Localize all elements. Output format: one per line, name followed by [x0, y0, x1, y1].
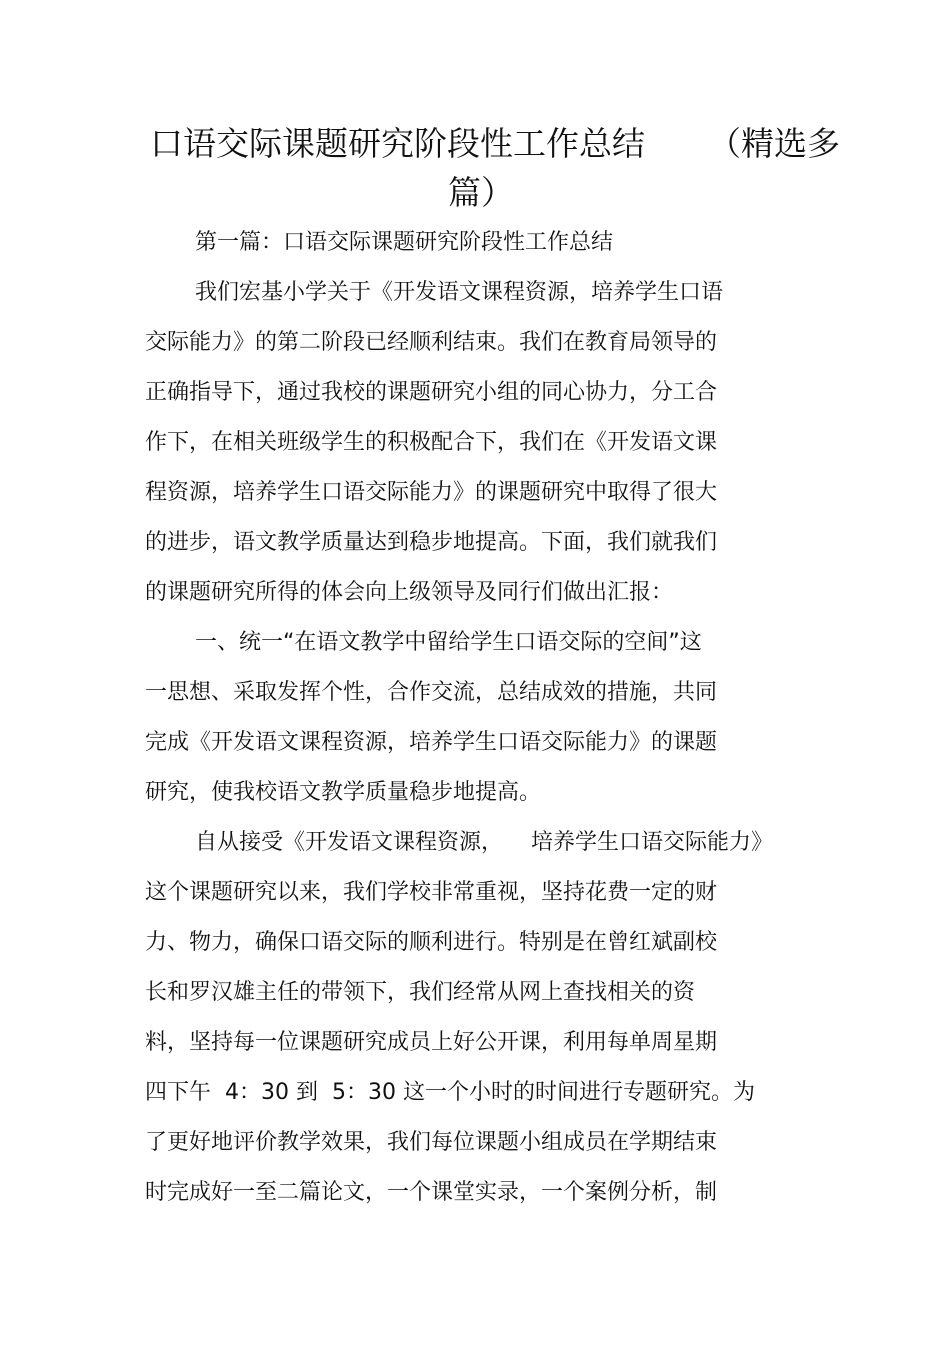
body-line: 力、物力，确保口语交际的顺利进行。特别是在曾红斌副校: [145, 930, 718, 955]
document-title-line-1: 口语交际课题研究阶段性工作总结 （精选多: [150, 124, 840, 163]
body-line: 交际能力》的第二阶段已经顺利结束。我们在教育局领导的: [145, 330, 718, 355]
body-line: 完成《开发语文课程资源，培养学生口语交际能力》的课题: [145, 730, 718, 755]
body-line: 研究，使我校语文教学质量稳步地提高。: [145, 780, 542, 805]
body-line: 这个课题研究以来，我们学校非常重视，坚持花费一定的财: [145, 880, 718, 905]
body-line: 作下，在相关班级学生的积极配合下，我们在《开发语文课: [145, 430, 718, 455]
section-heading: 第一篇：口语交际课题研究阶段性工作总结: [195, 230, 614, 255]
body-line: 四下午 4：30 到 5：30 这一个小时的时间进行专题研究。为: [145, 1080, 755, 1105]
body-line: 自从接受《开发语文课程资源， 培养学生口语交际能力》: [195, 830, 773, 855]
document-title-line-2: 篇）: [448, 173, 514, 212]
body-line: 我们宏基小学关于《开发语文课程资源，培养学生口语: [195, 280, 724, 305]
body-line: 长和罗汉雄主任的带领下，我们经常从网上查找相关的资: [145, 980, 696, 1005]
body-line: 程资源，培养学生口语交际能力》的课题研究中取得了很大: [145, 480, 718, 505]
body-line: 的进步，语文教学质量达到稳步地提高。下面，我们就我们: [145, 530, 718, 555]
body-line: 的课题研究所得的体会向上级领导及同行们做出汇报：: [145, 580, 674, 605]
body-line: 一思想、采取发挥个性，合作交流，总结成效的措施，共同: [145, 680, 718, 705]
body-line: 正确指导下，通过我校的课题研究小组的同心协力，分工合: [145, 380, 718, 405]
body-line: 料，坚持每一位课题研究成员上好公开课，利用每单周星期: [145, 1030, 718, 1055]
body-line: 了更好地评价教学效果，我们每位课题小组成员在学期结束: [145, 1130, 718, 1155]
body-line: 时完成好一至二篇论文，一个课堂实录，一个案例分析，制: [145, 1180, 718, 1205]
body-line: 一、统一“在语文教学中留给学生口语交际的空间”这: [195, 630, 702, 655]
